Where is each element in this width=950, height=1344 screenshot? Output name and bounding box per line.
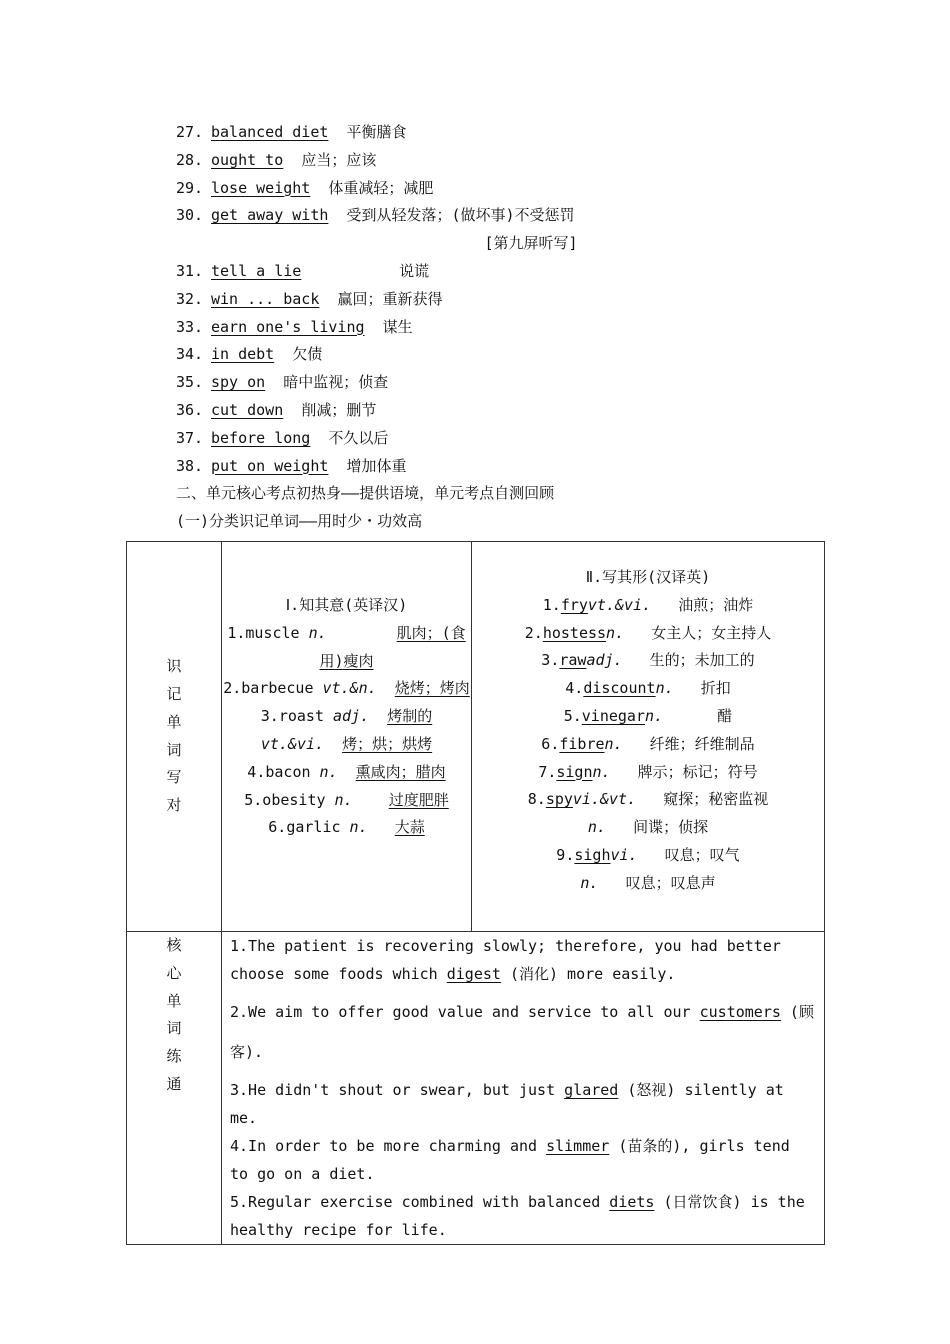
- phrase-num: 29.: [176, 178, 204, 197]
- phrase-zh: 说谎: [399, 261, 430, 280]
- phrase-list: [176, 119, 826, 536]
- phrase-num: 36.: [176, 400, 204, 419]
- phrase-item: [176, 258, 826, 286]
- screen-label: [第九屏听写]: [484, 234, 578, 253]
- meaning-item: 4.bacon n. 熏咸肉；腊肉: [247, 762, 446, 781]
- phrase-zh: 削减；删节: [301, 400, 377, 419]
- side-char: 通: [166, 1074, 182, 1093]
- meaning-title: Ⅰ.知其意(英译汉): [285, 596, 408, 614]
- phrase-zh: 欠债: [292, 345, 323, 364]
- phrase-en: win ... back: [211, 289, 320, 308]
- phrase-zh: 赢回；重新获得: [337, 289, 443, 308]
- phrase-zh: 增加体重: [346, 456, 407, 475]
- side-char: 心: [166, 963, 182, 982]
- side-label-practice: [127, 932, 222, 1245]
- side-char: 单: [166, 991, 182, 1010]
- phrase-num: 32.: [176, 289, 204, 308]
- phrase-zh: 体重减轻；减肥: [328, 178, 434, 197]
- phrase-num: 27.: [176, 123, 204, 141]
- sentence-item: 5.Regular exercise combined with balanced diets (日常饮食) is the healthy recipe for life.: [230, 1193, 805, 1239]
- phrase-item: [176, 175, 826, 203]
- meaning-item: 2.barbecue vt.&n. 烧烤；烤肉: [223, 679, 470, 698]
- phrase-en: get away with: [211, 206, 329, 225]
- phrase-num: 33.: [176, 317, 204, 336]
- sentence-item: 4.In order to be more charming and slimmer (苗条的), girls tend to go on a diet.: [230, 1137, 790, 1183]
- side-char: 练: [166, 1047, 182, 1066]
- form-item: 7.signn. 牌示；标记；符号: [538, 762, 758, 781]
- side-char: 识: [166, 657, 182, 676]
- meaning-column: [222, 542, 472, 932]
- sentence-item: 2.We aim to offer good value and service to all our customers (顾客).: [230, 1003, 814, 1061]
- subsection-title: (一)分类识记单词——用时少・功效高: [176, 512, 423, 531]
- phrase-zh: 平衡膳食: [346, 123, 407, 141]
- side-char: 词: [166, 1019, 182, 1038]
- phrase-zh: 谋生: [382, 317, 413, 336]
- form-item: n. 间谍；侦探: [587, 818, 709, 837]
- phrase-en: put on weight: [211, 456, 329, 475]
- form-item: 1.fryvt.&vi. 油煎；油炸: [542, 595, 754, 614]
- meaning-item: 5.obesity n. 过度肥胖: [244, 790, 449, 809]
- phrase-en: cut down: [211, 400, 284, 419]
- phrase-item: [176, 286, 826, 314]
- phrase-item: [176, 119, 826, 147]
- phrase-num: 37.: [176, 428, 204, 447]
- phrase-num: 34.: [176, 345, 204, 364]
- form-column: [472, 542, 825, 932]
- phrase-zh: 不久以后: [328, 428, 389, 447]
- section-title: 二、单元核心考点初热身——提供语境，单元考点自测回顾: [176, 484, 555, 503]
- phrase-en: ought to: [211, 150, 284, 169]
- meaning-item: 1.muscle n. 肌肉；(食用)瘦肉: [227, 623, 466, 670]
- meaning-item: 6.garlic n. 大蒜: [268, 818, 425, 837]
- phrase-item: [176, 341, 826, 369]
- phrase-en: earn one's living: [211, 317, 365, 336]
- vocab-table: [126, 541, 825, 1245]
- sentence-item: 1.The patient is recovering slowly; therefore, you had better choose some foods which digest (消化) more easily.: [230, 937, 781, 983]
- phrase-zh: 暗中监视；侦查: [283, 373, 389, 392]
- meaning-item: 3.roast adj. 烤制的: [260, 707, 433, 726]
- form-item: 6.fibren. 纤维；纤维制品: [541, 734, 755, 753]
- phrase-en: before long: [211, 428, 311, 447]
- phrase-num: 31.: [176, 261, 204, 280]
- form-item: 3.rawadj. 生的；未加工的: [541, 651, 755, 670]
- form-item: 8.spyvi.&vt. 窥探；秘密监视: [527, 790, 769, 809]
- phrase-item: [176, 202, 826, 230]
- phrase-en: spy on: [211, 373, 266, 392]
- sentence-practice: [222, 932, 825, 1245]
- phrase-en: lose weight: [211, 178, 311, 197]
- phrase-zh: 应当；应该: [301, 150, 377, 169]
- phrase-item: [176, 425, 826, 453]
- phrase-item: [176, 147, 826, 175]
- phrase-en: balanced diet: [211, 123, 329, 141]
- sentence-item: 3.He didn't shout or swear, but just glared (怒视) silently at me.: [230, 1081, 784, 1127]
- side-char: 对: [166, 796, 182, 815]
- form-title: Ⅱ.写其形(汉译英): [585, 568, 711, 586]
- phrase-num: 28.: [176, 150, 204, 169]
- form-item: 4.discountn. 折扣: [565, 679, 731, 698]
- form-item: 2.hostessn. 女主人；女主持人: [524, 623, 772, 642]
- form-item: 9.sighvi. 叹息；叹气: [556, 845, 740, 864]
- phrase-item: [176, 453, 826, 481]
- phrase-num: 35.: [176, 373, 204, 392]
- side-char: 词: [166, 740, 182, 759]
- side-char: 记: [166, 684, 182, 703]
- form-item: n. 叹息；叹息声: [580, 873, 716, 892]
- side-char: 核: [166, 936, 182, 954]
- phrase-en: tell a lie: [211, 261, 302, 280]
- phrase-zh: 受到从轻发落；(做坏事)不受惩罚: [346, 206, 575, 225]
- phrase-item: [176, 314, 826, 342]
- side-char: 单: [166, 712, 182, 731]
- phrase-item: [176, 369, 826, 397]
- phrase-item: [176, 397, 826, 425]
- form-item: 5.vinegarn. 醋: [563, 706, 733, 725]
- phrase-num: 38.: [176, 456, 204, 475]
- side-label-memorize: [127, 542, 222, 932]
- phrase-num: 30.: [176, 206, 204, 225]
- side-char: 写: [166, 768, 182, 787]
- meaning-item: vt.&vi. 烤；烘；烘烤: [260, 734, 433, 753]
- phrase-en: in debt: [211, 345, 275, 364]
